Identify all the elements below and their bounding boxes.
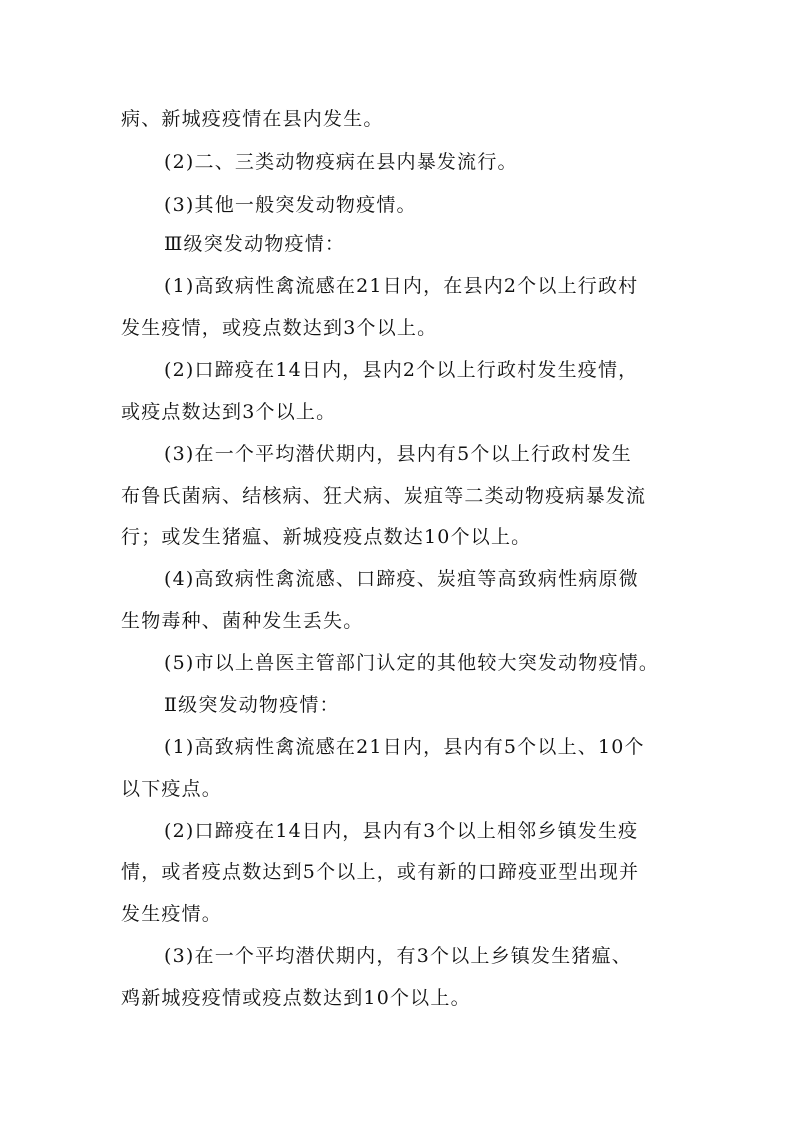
text-line: 病、新城疫疫情在县内发生。	[121, 108, 384, 130]
text-line: (3)在一个平均潜伏期内，县内有5个以上行政村发生	[164, 443, 633, 465]
text-line: (1)高致病性禽流感在21日内，县内有5个以上、10个	[164, 736, 645, 758]
text-line: 鸡新城疫疫情或疫点数达到10个以上。	[121, 987, 471, 1009]
text-line: (5)市以上兽医主管部门认定的其他较大突发动物疫情。	[164, 652, 660, 674]
text-line: 情，或者疫点数达到5个以上，或有新的口蹄疫亚型出现并	[121, 861, 640, 883]
text-line: 发生疫情，或疫点数达到3个以上。	[121, 317, 438, 339]
section-heading: Ⅲ级突发动物疫情：	[164, 233, 346, 255]
text-line: 生物毒种、菌种发生丢失。	[121, 610, 364, 632]
text-line: (3)在一个平均潜伏期内，有3个以上乡镇发生猪瘟、	[164, 945, 633, 967]
text-line: 布鲁氏菌病、结核病、狂犬病、炭疽等二类动物疫病暴发流	[121, 485, 647, 507]
text-line: (2)口蹄疫在14日内，县内2个以上行政村发生疫情，	[164, 359, 639, 381]
text-line: (2)口蹄疫在14日内，县内有3个以上相邻乡镇发生疫	[164, 820, 639, 842]
text-line: 或疫点数达到3个以上。	[121, 401, 337, 423]
text-line: (1)高致病性禽流感在21日内，在县内2个以上行政村	[164, 275, 639, 297]
text-line: 以下疫点。	[121, 778, 223, 800]
text-line: (4)高致病性禽流感、口蹄疫、炭疽等高致病性病原微	[164, 568, 639, 590]
text-line: (3)其他一般突发动物疫情。	[164, 194, 417, 216]
text-line: 发生疫情。	[121, 903, 223, 925]
text-line: (2)二、三类动物疫病在县内暴发流行。	[164, 151, 518, 173]
text-line: 行；或发生猪瘟、新城疫疫点数达10个以上。	[121, 526, 532, 548]
section-heading: Ⅱ级突发动物疫情：	[164, 694, 340, 716]
